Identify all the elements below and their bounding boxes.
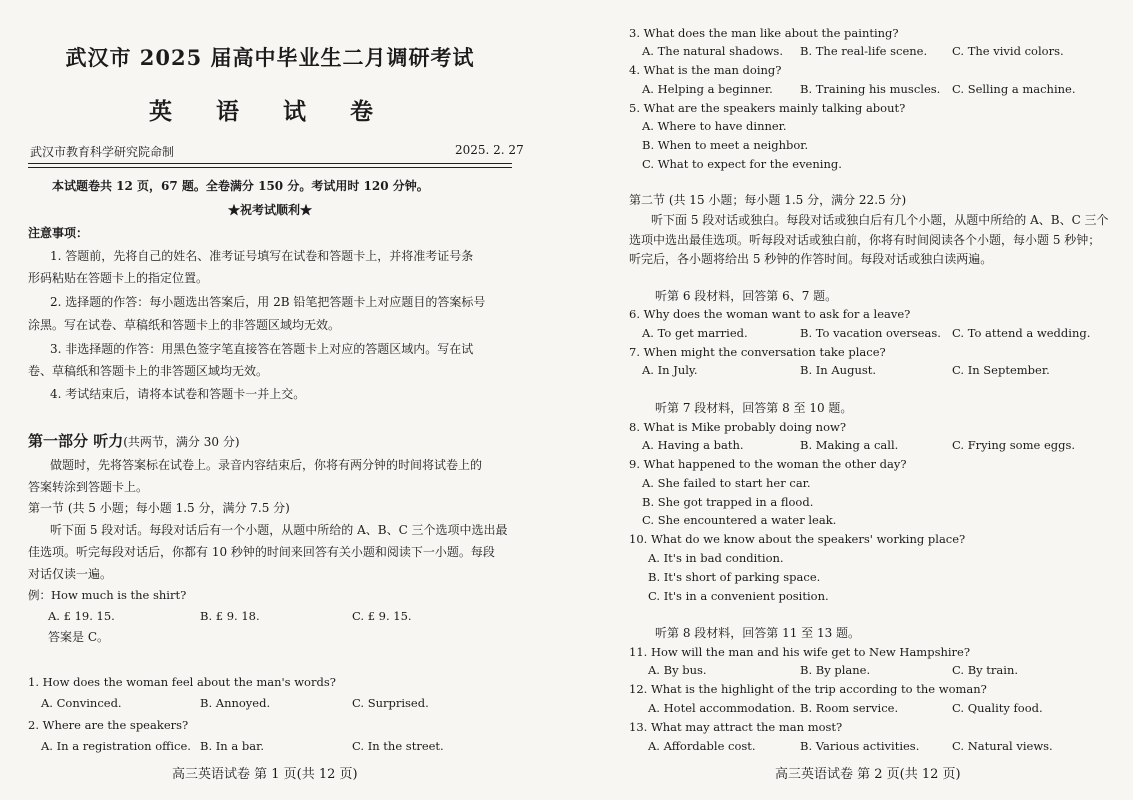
notes-heading: 注意事项： xyxy=(28,226,89,240)
section2-instruction: 选项中选出最佳选项。听每段对话或独白前，你将有时间阅读各个小题，每小题 5 秒钟； xyxy=(629,233,1101,247)
question-8: 8. What is Mike probably doing now? xyxy=(629,420,847,434)
section1-instruction: 佳选项。听完每段对话后，你都有 10 秒钟的时间来回答有关小题和阅读下一小题。每段 xyxy=(28,545,495,559)
option-1c: C. Surprised. xyxy=(352,696,429,710)
option-5a: A. Where to have dinner. xyxy=(642,119,787,133)
note-line: 2. 选择题的作答：每小题选出答案后，用 2B 铅笔把答题卡上对应题目的答案标号 xyxy=(50,295,486,309)
part1-subtitle: (共两节，满分 30 分) xyxy=(123,435,240,449)
question-5: 5. What are the speakers mainly talking about? xyxy=(629,101,906,115)
section1-instruction: 对话仅读一遍。 xyxy=(28,567,113,581)
subject-title: 英 语 试 卷 xyxy=(148,98,392,125)
part1-title: 第一部分 听力 xyxy=(28,432,124,450)
example-answer: 答案是 C。 xyxy=(48,630,109,644)
exam-date: 2025. 2. 27 xyxy=(455,143,524,157)
option-3a: A. The natural shadows. xyxy=(642,44,783,58)
question-6: 6. Why does the woman want to ask for a leave? xyxy=(629,307,911,321)
option-8a: A. Having a bath. xyxy=(642,438,744,452)
header-rule xyxy=(28,167,512,168)
example-question: 例：How much is the shirt? xyxy=(28,588,187,602)
option-2a: A. In a registration office. xyxy=(41,739,191,753)
note-line: 1. 答题前，先将自己的姓名、准考证号填写在试卷和答题卡上，并将准考证号条 xyxy=(50,249,474,263)
option-5c: C. What to expect for the evening. xyxy=(642,157,842,171)
question-11: 11. How will the man and his wife get to New Hampshire? xyxy=(629,645,971,659)
question-10: 10. What do we know about the speakers' working place? xyxy=(629,532,966,546)
note-line: 形码粘贴在答题卡上的指定位置。 xyxy=(28,271,209,285)
question-1: 1. How does the woman feel about the man's words? xyxy=(28,675,336,689)
option-6a: A. To get married. xyxy=(642,326,748,340)
option-11a: A. By bus. xyxy=(648,663,707,677)
option-13b: B. Various activities. xyxy=(800,739,920,753)
option-10c: C. It's in a convenient position. xyxy=(648,589,829,603)
option-7c: C. In September. xyxy=(952,363,1050,377)
option-2c: C. In the street. xyxy=(352,739,444,753)
organizer: 武汉市教育科学研究院命制 xyxy=(30,145,175,159)
option-9b: B. She got trapped in a flood. xyxy=(642,495,814,509)
question-7: 7. When might the conversation take place? xyxy=(629,345,886,359)
page-1 xyxy=(0,0,560,800)
option-13a: A. Affordable cost. xyxy=(648,739,756,753)
question-4: 4. What is the man doing? xyxy=(629,63,782,77)
option-12b: B. Room service. xyxy=(800,701,899,715)
option-10b: B. It's short of parking space. xyxy=(648,570,821,584)
option-1b: B. Annoyed. xyxy=(200,696,271,710)
option-13c: C. Natural views. xyxy=(952,739,1053,753)
option-11b: B. By plane. xyxy=(800,663,871,677)
example-option: A. £ 19. 15. xyxy=(48,609,115,623)
section1-title: 第一节 (共 5 小题；每小题 1.5 分，满分 7.5 分) xyxy=(28,501,290,515)
option-11c: C. By train. xyxy=(952,663,1019,677)
note-line: 卷、草稿纸和答题卡上的非答题区域均无效。 xyxy=(28,364,269,378)
option-4b: B. Training his muscles. xyxy=(800,82,941,96)
option-1a: A. Convinced. xyxy=(41,696,122,710)
option-6c: C. To attend a wedding. xyxy=(952,326,1091,340)
material-6-heading: 听第 6 段材料，回答第 6、7 题。 xyxy=(655,289,838,303)
option-3c: C. The vivid colors. xyxy=(952,44,1064,58)
part1-heading xyxy=(28,433,240,450)
question-13: 13. What may attract the man most? xyxy=(629,720,843,734)
option-4c: C. Selling a machine. xyxy=(952,82,1076,96)
section2-instruction: 听完后，各小题将给出 5 秒钟的作答时间。每段对话或独白读两遍。 xyxy=(629,252,993,266)
note-line: 3. 非选择题的作答：用黑色签字笔直接答在答题卡上对应的答题区域内。写在试 xyxy=(50,342,474,356)
option-9a: A. She failed to start her car. xyxy=(642,476,811,490)
exam-title: 武汉市 2025 届高中毕业生二月调研考试 xyxy=(65,45,475,70)
question-12: 12. What is the highlight of the trip according to the woman? xyxy=(629,682,987,696)
question-9: 9. What happened to the woman the other day? xyxy=(629,457,907,471)
part1-instruction: 做题时，先将答案标在试卷上。录音内容结束后，你将有两分钟的时间将试卷上的 xyxy=(50,458,483,472)
note-line: 涂黑。写在试卷、草稿纸和答题卡上的非答题区域均无效。 xyxy=(28,318,341,332)
header-rule xyxy=(28,163,512,164)
page-2 xyxy=(575,0,1133,800)
question-3: 3. What does the man like about the painting? xyxy=(629,26,899,40)
option-4a: A. Helping a beginner. xyxy=(642,82,773,96)
option-10a: A. It's in bad condition. xyxy=(648,551,784,565)
option-9c: C. She encountered a water leak. xyxy=(642,513,837,527)
note-line: 4. 考试结束后，请将本试卷和答题卡一并上交。 xyxy=(50,387,306,401)
section2-title: 第二节 (共 15 小题；每小题 1.5 分，满分 22.5 分) xyxy=(629,193,907,207)
good-luck-wish: ★祝考试顺利★ xyxy=(227,203,312,217)
material-7-heading: 听第 7 段材料，回答第 8 至 10 题。 xyxy=(655,401,853,415)
option-5b: B. When to meet a neighbor. xyxy=(642,138,809,152)
part1-instruction: 答案转涂到答题卡上。 xyxy=(28,480,149,494)
example-option: C. £ 9. 15. xyxy=(352,609,412,623)
option-2b: B. In a bar. xyxy=(200,739,264,753)
option-7a: A. In July. xyxy=(642,363,698,377)
exam-summary: 本试题卷共 12 页，67 题。全卷满分 150 分。考试用时 120 分钟。 xyxy=(52,179,429,193)
option-12a: A. Hotel accommodation. xyxy=(648,701,796,715)
option-3b: B. The real-life scene. xyxy=(800,44,928,58)
question-2: 2. Where are the speakers? xyxy=(28,718,189,732)
example-option: B. £ 9. 18. xyxy=(200,609,260,623)
material-8-heading: 听第 8 段材料，回答第 11 至 13 题。 xyxy=(655,626,861,640)
option-8c: C. Frying some eggs. xyxy=(952,438,1076,452)
section1-instruction: 听下面 5 段对话。每段对话后有一个小题，从题中所给的 A、B、C 三个选项中选出最 xyxy=(50,523,508,537)
page-footer: 高三英语试卷 第 2 页(共 12 页) xyxy=(775,767,961,782)
option-12c: C. Quality food. xyxy=(952,701,1043,715)
section2-instruction: 听下面 5 段对话或独白。每段对话或独白后有几个小题，从题中所给的 A、B、C 三个 xyxy=(651,213,1109,227)
option-8b: B. Making a call. xyxy=(800,438,899,452)
option-6b: B. To vacation overseas. xyxy=(800,326,941,340)
page-footer: 高三英语试卷 第 1 页(共 12 页) xyxy=(172,767,358,782)
option-7b: B. In August. xyxy=(800,363,877,377)
